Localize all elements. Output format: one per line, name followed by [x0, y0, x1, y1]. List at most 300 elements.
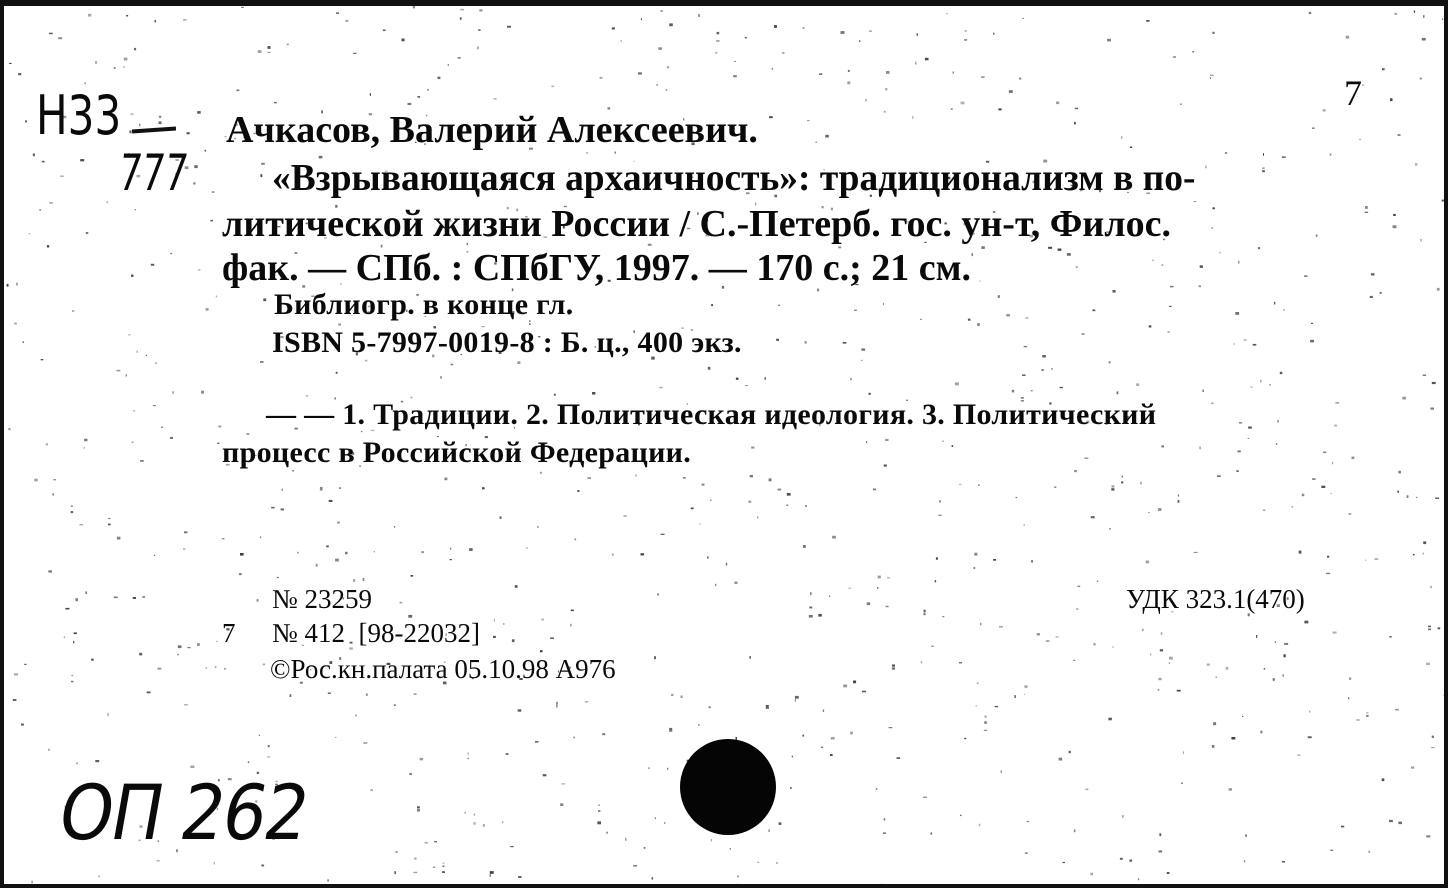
speckle-dot — [749, 656, 750, 659]
speckle-dot — [669, 728, 672, 731]
speckle-dot — [159, 116, 162, 118]
speckle-dot — [210, 220, 213, 222]
speckle-dot — [353, 53, 357, 54]
speckle-dot — [829, 596, 830, 597]
speckle-dot — [157, 860, 160, 861]
speckle-dot — [1327, 556, 1329, 558]
speckle-dot — [1097, 581, 1098, 582]
speckle-dot — [597, 821, 601, 824]
speckle-dot — [984, 730, 987, 731]
speckle-dot — [184, 704, 188, 706]
speckle-dot — [1024, 524, 1025, 526]
speckle-dot — [409, 773, 412, 774]
speckle-dot — [326, 546, 329, 548]
speckle-dot — [1389, 636, 1391, 638]
speckle-dot — [1245, 834, 1247, 837]
speckle-dot — [1283, 674, 1284, 677]
speckle-dot — [984, 721, 987, 724]
speckle-dot — [526, 547, 527, 549]
speckle-dot — [786, 505, 788, 506]
speckle-dot — [425, 842, 428, 843]
speckle-dot — [1243, 339, 1246, 340]
speckle-dot — [460, 9, 464, 11]
speckle-dot — [1014, 695, 1016, 698]
speckle-dot — [337, 522, 340, 524]
speckle-dot — [206, 308, 209, 311]
speckle-dot — [510, 846, 514, 847]
speckle-dot — [216, 641, 218, 642]
speckle-dot — [648, 767, 650, 769]
speckle-dot — [1122, 815, 1123, 818]
speckle-dot — [133, 597, 136, 599]
speckle-dot — [53, 479, 56, 480]
speckle-dot — [681, 696, 683, 699]
speckle-dot — [1248, 427, 1252, 429]
speckle-dot — [177, 654, 179, 655]
speckle-dot — [1263, 153, 1264, 156]
speckle-dot — [493, 636, 496, 638]
speckle-dot — [886, 71, 890, 74]
speckle-dot — [65, 608, 69, 610]
speckle-dot — [159, 121, 162, 124]
speckle-dot — [586, 152, 588, 153]
speckle-dot — [494, 98, 497, 99]
speckle-dot — [1382, 778, 1385, 781]
speckle-dot — [1253, 344, 1257, 346]
speckle-dot — [212, 191, 215, 192]
speckle-dot — [197, 643, 200, 646]
speckle-dot — [1042, 355, 1046, 358]
speckle-dot — [1212, 207, 1215, 209]
speckle-dot — [25, 120, 27, 122]
speckle-dot — [414, 858, 416, 860]
speckle-dot — [757, 862, 759, 863]
speckle-dot — [1042, 369, 1044, 371]
speckle-dot — [1112, 647, 1114, 648]
speckle-dot — [258, 50, 262, 53]
speckle-dot — [107, 713, 109, 716]
speckle-dot — [711, 304, 713, 306]
speckle-dot — [1330, 493, 1331, 494]
speckle-dot — [979, 824, 981, 827]
speckle-dot — [931, 832, 932, 834]
speckle-dot — [408, 103, 412, 105]
speckle-dot — [46, 443, 48, 445]
speckle-dot — [482, 487, 485, 489]
speckle-dot — [1371, 273, 1375, 275]
speckle-dot — [931, 646, 934, 647]
speckle-dot — [993, 559, 996, 561]
speckle-dot — [86, 232, 89, 234]
speckle-dot — [1158, 678, 1161, 680]
speckle-dot — [1074, 829, 1076, 832]
speckle-dot — [939, 500, 941, 502]
speckle-dot — [925, 58, 929, 61]
speckle-dot — [146, 355, 147, 356]
speckle-dot — [978, 484, 980, 486]
speckle-dot — [1323, 452, 1326, 454]
speckle-dot — [1146, 20, 1149, 22]
speckle-dot — [1309, 711, 1310, 713]
speckle-dot — [335, 737, 337, 738]
speckle-dot — [885, 88, 887, 90]
title-line-2: литической жизни России / С.-Петерб. гос. ун-т, Филос. — [222, 203, 1171, 245]
speckle-dot — [1312, 478, 1316, 480]
speckle-dot — [239, 573, 242, 575]
speckle-dot — [1109, 528, 1110, 530]
speckle-dot — [575, 538, 577, 540]
speckle-dot — [1413, 554, 1415, 556]
speckle-dot — [458, 57, 461, 58]
speckle-dot — [866, 441, 867, 443]
speckle-dot — [1216, 677, 1217, 678]
speckle-dot — [1238, 261, 1239, 264]
speckle-dot — [448, 64, 449, 66]
speckle-dot — [965, 30, 967, 31]
speckle-dot — [1178, 494, 1179, 496]
speckle-dot — [417, 96, 420, 98]
speckle-dot — [815, 142, 817, 143]
speckle-dot — [1158, 689, 1160, 690]
speckle-dot — [187, 132, 190, 134]
speckle-dot — [960, 815, 961, 816]
speckle-dot — [1428, 629, 1431, 631]
speckle-dot — [995, 706, 999, 707]
speckle-dot — [809, 607, 812, 609]
speckle-dot — [292, 470, 294, 471]
speckle-dot — [1389, 820, 1393, 822]
speckle-dot — [1366, 712, 1368, 713]
speckle-dot — [1390, 98, 1393, 101]
speckle-dot — [1398, 134, 1401, 136]
speckle-dot — [1398, 822, 1402, 825]
speckle-dot — [108, 518, 110, 519]
speckle-dot — [924, 610, 926, 612]
speckle-dot — [1200, 265, 1203, 267]
speckle-dot — [715, 52, 717, 54]
speckle-dot — [216, 296, 217, 298]
speckle-dot — [850, 732, 853, 735]
speckle-dot — [53, 493, 54, 495]
speckle-dot — [1368, 851, 1370, 853]
speckle-dot — [155, 20, 157, 23]
speckle-dot — [1048, 247, 1052, 249]
speckle-dot — [193, 182, 195, 184]
speckle-dot — [1411, 766, 1414, 768]
speckle-dot — [1025, 852, 1028, 854]
speckle-dot — [1330, 850, 1333, 851]
speckle-dot — [355, 715, 356, 717]
speckle-dot — [1229, 788, 1232, 791]
speckle-dot — [442, 866, 444, 867]
speckle-dot — [923, 613, 925, 616]
speckle-dot — [861, 360, 863, 361]
speckle-dot — [1365, 212, 1368, 213]
speckle-dot — [671, 694, 673, 696]
page-number: 7 — [1344, 73, 1362, 113]
speckle-dot — [1210, 77, 1211, 79]
speckle-dot — [935, 580, 936, 582]
speckle-dot — [18, 73, 21, 75]
speckle-dot — [107, 201, 109, 203]
speckle-dot — [260, 361, 264, 363]
speckle-dot — [656, 84, 658, 85]
speckle-dot — [778, 305, 780, 306]
speckle-dot — [1415, 163, 1417, 165]
speckle-dot — [936, 557, 938, 560]
speckle-dot — [173, 391, 174, 393]
speckle-dot — [873, 489, 876, 491]
speckle-dot — [959, 662, 962, 663]
speckle-dot — [490, 874, 491, 877]
speckle-dot — [980, 623, 981, 626]
speckle-dot — [795, 699, 796, 702]
speckle-dot — [883, 303, 884, 304]
speckle-dot — [490, 871, 494, 874]
speckle-dot — [517, 361, 520, 364]
speckle-dot — [1335, 402, 1339, 404]
speckle-dot — [540, 472, 542, 474]
speckle-dot — [247, 433, 250, 434]
speckle-dot — [1310, 340, 1314, 343]
speckle-dot — [1108, 718, 1112, 721]
speckle-dot — [843, 685, 847, 688]
speckle-dot — [1420, 78, 1422, 80]
speckle-dot — [329, 500, 333, 502]
speckle-dot — [214, 862, 215, 865]
speckle-dot — [702, 484, 705, 486]
speckle-dot — [968, 319, 971, 321]
speckle-dot — [654, 656, 656, 659]
speckle-dot — [8, 428, 10, 430]
speckle-dot — [142, 596, 145, 598]
speckle-dot — [946, 13, 947, 14]
speckle-dot — [592, 392, 595, 395]
speckle-dot — [1192, 51, 1194, 52]
speckle-dot — [48, 570, 52, 572]
speckle-dot — [126, 374, 127, 376]
speckle-dot — [75, 598, 78, 601]
speckle-dot — [1299, 551, 1302, 554]
speckle-dot — [1069, 751, 1072, 753]
speckle-dot — [543, 774, 547, 776]
speckle-dot — [274, 102, 277, 103]
speckle-dot — [1086, 788, 1089, 790]
speckle-dot — [469, 548, 473, 551]
speckle-dot — [394, 871, 396, 874]
speckle-dot — [951, 109, 953, 110]
speckle-dot — [633, 865, 637, 866]
speckle-dot — [1148, 512, 1149, 513]
speckle-dot — [1308, 736, 1312, 738]
speckle-dot — [1194, 201, 1197, 202]
speckle-dot — [13, 699, 17, 701]
speckle-dot — [1024, 694, 1025, 695]
speckle-dot — [34, 479, 38, 482]
shelfmark-line-2: 777 — [116, 144, 191, 202]
speckle-dot — [841, 31, 845, 34]
speckle-dot — [14, 323, 17, 325]
speckle-dot — [114, 597, 118, 599]
speckle-dot — [1060, 387, 1063, 388]
speckle-dot — [765, 377, 766, 380]
speckle-dot — [1019, 78, 1021, 80]
speckle-dot — [1393, 225, 1397, 228]
speckle-dot — [477, 46, 478, 49]
speckle-dot — [1292, 506, 1293, 507]
speckle-dot — [1442, 19, 1443, 21]
speckle-dot — [132, 442, 134, 444]
speckle-dot — [667, 768, 668, 770]
speckle-dot — [776, 862, 777, 864]
speckle-dot — [374, 551, 375, 552]
speckle-dot — [736, 378, 739, 380]
speckle-dot — [1091, 873, 1094, 876]
speckle-dot — [862, 691, 866, 693]
speckle-dot — [1260, 731, 1262, 734]
speckle-dot — [664, 822, 665, 824]
speckle-dot — [1359, 139, 1361, 140]
speckle-dot — [316, 564, 318, 567]
speckle-dot — [88, 14, 91, 17]
record-prefix: 7 — [222, 618, 236, 648]
title-line-3: фак. — СПб. : СПбГУ, 1997. — 170 с.; 21 см. — [222, 247, 971, 289]
speckle-dot — [1092, 309, 1095, 311]
speckle-dot — [1239, 422, 1242, 424]
speckle-dot — [803, 27, 805, 29]
speckle-dot — [1423, 375, 1426, 376]
speckle-dot — [417, 809, 420, 811]
speckle-dot — [1311, 323, 1313, 324]
speckle-dot — [655, 817, 656, 819]
speckle-dot — [977, 323, 980, 326]
speckle-dot — [411, 575, 414, 577]
speckle-dot — [715, 584, 716, 586]
speckle-dot — [217, 443, 219, 444]
speckle-dot — [823, 710, 824, 712]
speckle-dot — [1282, 157, 1286, 158]
speckle-dot — [1012, 390, 1014, 393]
speckle-dot — [585, 701, 588, 702]
speckle-dot — [810, 592, 811, 595]
speckle-dot — [1024, 346, 1027, 347]
speckle-dot — [365, 360, 368, 362]
speckle-dot — [769, 829, 770, 832]
speckle-dot — [917, 33, 918, 35]
speckle-dot — [955, 382, 959, 385]
speckle-dot — [1075, 108, 1078, 109]
speckle-dot — [641, 18, 642, 20]
speckle-dot — [60, 176, 64, 177]
speckle-dot — [1162, 264, 1164, 266]
speckle-dot — [1235, 312, 1239, 315]
speckle-dot — [1341, 826, 1344, 828]
speckle-dot — [320, 487, 323, 490]
speckle-dot — [1122, 476, 1123, 478]
speckle-dot — [1237, 451, 1240, 453]
speckle-dot — [1432, 382, 1436, 384]
speckle-dot — [661, 534, 665, 535]
speckle-dot — [327, 879, 329, 881]
speckle-dot — [921, 661, 923, 663]
title-line-1: «Взрывающаяся архаичность»: традиционализм в по- — [272, 157, 1196, 199]
speckle-dot — [1422, 38, 1426, 41]
speckle-dot — [625, 838, 626, 841]
speckle-dot — [529, 323, 531, 325]
speckle-dot — [734, 61, 736, 62]
speckle-dot — [769, 116, 773, 118]
speckle-dot — [1160, 649, 1163, 651]
speckle-dot — [1414, 11, 1415, 13]
speckle-dot — [964, 39, 967, 41]
speckle-dot — [1430, 408, 1434, 410]
speckle-dot — [21, 724, 24, 726]
speckle-dot — [197, 111, 201, 114]
speckle-dot — [154, 555, 155, 556]
speckle-dot — [237, 89, 240, 91]
speckle-dot — [790, 787, 792, 789]
record-number-2: № 412 [98-22032] — [272, 618, 480, 648]
speckle-dot — [621, 41, 622, 42]
speckle-dot — [1117, 391, 1119, 394]
speckle-dot — [831, 737, 835, 740]
speckle-dot — [155, 362, 157, 364]
speckle-dot — [1225, 152, 1227, 154]
speckle-dot — [139, 124, 140, 127]
speckle-dot — [1150, 653, 1151, 655]
speckle-dot — [336, 372, 338, 374]
speckle-dot — [1173, 56, 1176, 57]
speckle-dot — [80, 524, 84, 525]
speckle-dot — [24, 664, 26, 665]
speckle-dot — [1199, 285, 1201, 287]
speckle-dot — [483, 824, 485, 827]
speckle-dot — [263, 298, 266, 301]
speckle-dot — [1207, 664, 1210, 666]
speckle-dot — [421, 551, 424, 553]
speckle-dot — [787, 493, 791, 496]
speckle-dot — [825, 135, 829, 138]
speckle-dot — [1437, 288, 1440, 291]
inventory-handwritten: ОП 262 — [52, 768, 315, 857]
speckle-dot — [320, 490, 323, 491]
speckle-dot — [500, 516, 502, 519]
speckle-dot — [1264, 668, 1265, 670]
speckle-dot — [271, 507, 275, 509]
speckle-dot — [474, 814, 475, 816]
speckle-dot — [644, 847, 646, 849]
speckle-dot — [1121, 136, 1123, 139]
speckle-dot — [999, 626, 1003, 627]
speckle-dot — [1130, 146, 1132, 148]
speckle-dot — [1091, 516, 1095, 518]
speckle-dot — [241, 7, 244, 8]
speckle-dot — [1242, 716, 1243, 717]
speckle-dot — [1312, 127, 1315, 129]
speckle-dot — [869, 393, 871, 395]
speckle-dot — [450, 548, 451, 550]
speckle-dot — [1076, 266, 1078, 268]
speckle-dot — [1120, 858, 1123, 860]
speckle-dot — [84, 439, 87, 442]
speckle-dot — [1284, 643, 1288, 645]
speckle-dot — [624, 516, 627, 517]
speckle-dot — [71, 681, 74, 683]
speckle-dot — [80, 159, 84, 161]
speckle-dot — [778, 489, 782, 491]
speckle-dot — [923, 797, 927, 798]
speckle-dot — [707, 557, 709, 559]
